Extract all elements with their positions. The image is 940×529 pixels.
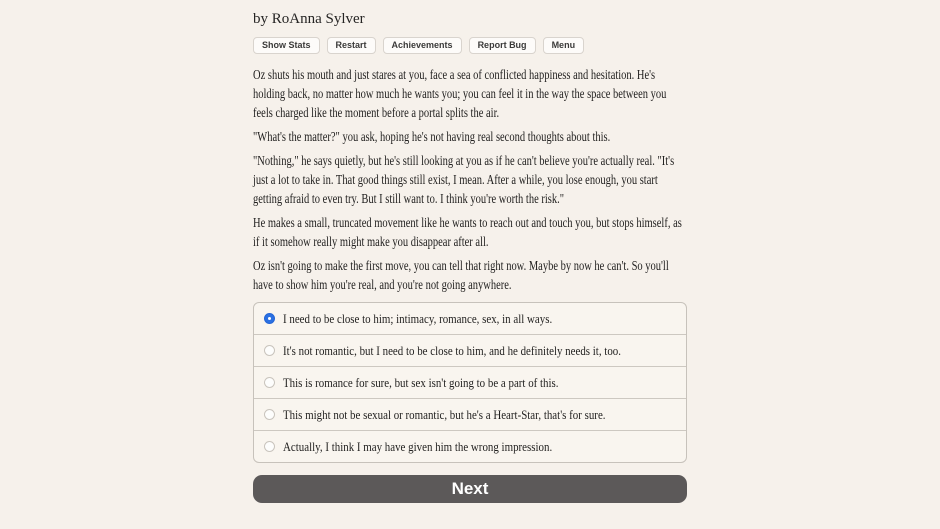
choice-option-label: This might not be sexual or romantic, but he's a Heart-Star, that's for sure. xyxy=(283,406,606,422)
choice-option[interactable] xyxy=(254,430,686,462)
choice-option-label: This is romance for sure, but sex isn't going to be a part of this. xyxy=(283,374,559,390)
next-button[interactable]: Next xyxy=(253,475,687,503)
radio-button-icon[interactable] xyxy=(264,409,275,420)
game-content-column xyxy=(253,0,687,503)
choice-option-label: Actually, I think I may have given him the wrong impression. xyxy=(283,438,553,454)
show-stats-button[interactable]: Show Stats xyxy=(253,37,320,54)
radio-button-icon[interactable] xyxy=(264,313,275,324)
choice-option[interactable] xyxy=(254,303,686,334)
story-paragraph-1: Oz shuts his mouth and just stares at you, face a sea of conflicted happiness and hesitation. He's holding back, no matter how much he wants you; you can feel it in the way the space between you feels charged like the moment before a portal splits the air. xyxy=(253,67,667,120)
story-paragraph-5: Oz isn't going to make the first move, you can tell that right now. Maybe by now he can't. So you'll have to show him you're real, and you're not going anywhere. xyxy=(253,258,669,292)
choice-option[interactable] xyxy=(254,366,686,398)
story-text xyxy=(253,65,687,294)
achievements-button[interactable]: Achievements xyxy=(383,37,462,54)
story-paragraph-4: He makes a small, truncated movement like he wants to reach out and touch you, but stops himself, as if it somehow really might make you disappear after all. xyxy=(253,215,682,249)
menu-button[interactable]: Menu xyxy=(543,37,585,54)
choice-option[interactable] xyxy=(254,398,686,430)
radio-button-icon[interactable] xyxy=(264,441,275,452)
report-bug-button[interactable]: Report Bug xyxy=(469,37,536,54)
radio-button-icon[interactable] xyxy=(264,345,275,356)
toolbar xyxy=(253,37,687,54)
choice-option-label: I need to be close to him; intimacy, romance, sex, in all ways. xyxy=(283,310,553,326)
restart-button[interactable]: Restart xyxy=(327,37,376,54)
author-byline: by RoAnna Sylver xyxy=(253,11,365,27)
choice-option[interactable] xyxy=(254,334,686,366)
choice-list xyxy=(253,302,687,463)
story-paragraph-2: "What's the matter?" you ask, hoping he's not having real second thoughts about this. xyxy=(253,129,611,144)
choice-option-label: It's not romantic, but I need to be close to him, and he definitely needs it, too. xyxy=(283,342,621,358)
radio-button-icon[interactable] xyxy=(264,377,275,388)
story-paragraph-3: "Nothing," he says quietly, but he's still looking at you as if he can't believe you're actually real. "It's just a lot to take in. That good things still exist, I mean. After a while, you lose enough, you start getting afraid to even try. But I still want to. I think you're worth the risk." xyxy=(253,153,675,206)
